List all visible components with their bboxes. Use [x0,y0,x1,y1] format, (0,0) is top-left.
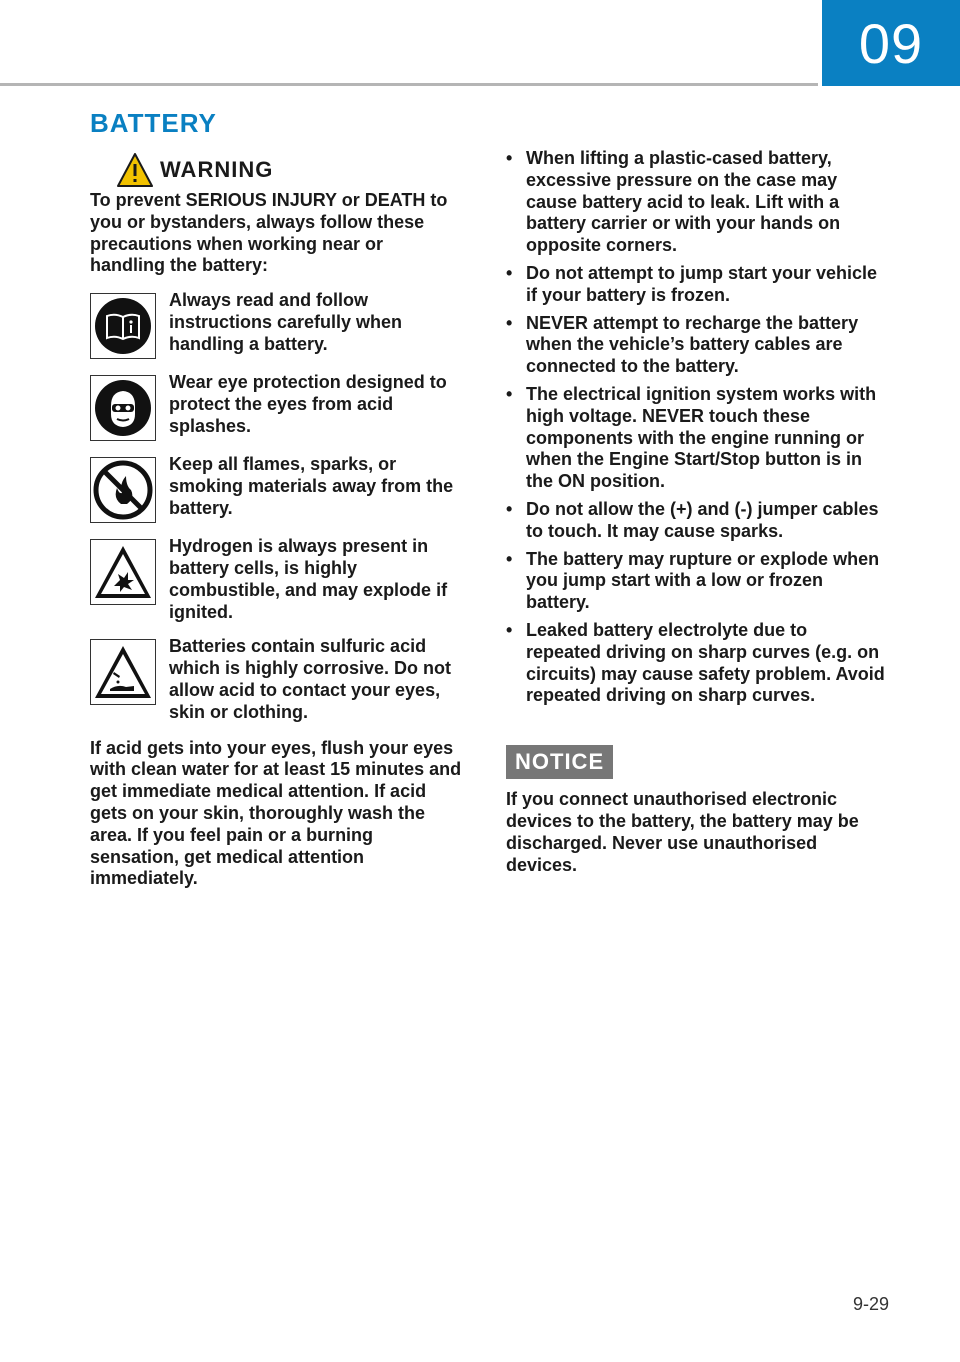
section-title: BATTERY [90,108,217,138]
warning-item [90,636,462,723]
right-column [506,148,886,876]
list-item: • When lifting a plastic-cased battery, excessive pressure on the case may cause battery acid to leak. Lift with a battery carrier or with your hands on opposite corners. [506,148,886,257]
list-item: • NEVER attempt to recharge the battery when the vehicle’s battery cables are connected to the battery. [506,313,886,378]
warning-item-text: Keep all flames, sparks, or smoking materials away from the battery. [169,454,454,518]
warning-item [90,290,462,359]
warning-item-text: Batteries contain sulfuric acid which is highly corrosive. Do not allow acid to contact your eyes, skin or clothing. [169,636,452,722]
warning-item-text: Wear eye protection designed to protect the eyes from acid splashes. [169,372,447,436]
no-flames-icon [90,457,156,523]
warning-header [90,150,462,190]
page-number: 9-29 [853,1294,890,1314]
warning-item [90,372,462,441]
chapter-tab: 09 [822,0,960,86]
eye-protection-icon [90,375,156,441]
warning-item [90,454,462,523]
list-item: • Do not attempt to jump start your vehicle if your battery is frozen. [506,263,886,307]
notice-badge: NOTICE [506,745,613,779]
list-item: • The electrical ignition system works with high voltage. NEVER touch these components with the engine running or when the Engine Start/Stop button is in the ON position. [506,384,886,493]
header-rule [0,83,818,86]
warning-label: WARNING [160,157,274,182]
list-item: • Do not allow the (+) and (-) jumper cables to touch. It may cause sparks. [506,499,886,543]
warning-intro: To prevent SERIOUS INJURY or DEATH to you or bystanders, always follow these precautions when working near or handling the battery: [90,190,448,276]
list-item: • Leaked battery electrolyte due to repeated driving on sharp curves (e.g. on circuits) may cause safety problem. Avoid repeated driving on sharp curves. [506,620,886,707]
warning-item-text: Always read and follow instructions carefully when handling a battery. [169,290,403,354]
acid-advice: If acid gets into your eyes, flush your eyes with clean water for at least 15 minutes and get immediate medical attention. If acid gets on your skin, thoroughly wash the area. If you feel pain or a burning sensation, get medical attention immediately. [90,737,462,889]
corrosive-warning-icon [90,639,156,705]
explosion-warning-icon [90,539,156,605]
warning-item [90,536,462,623]
warning-triangle-icon [116,152,154,188]
precaution-list [506,148,886,707]
list-item: • The battery may rupture or explode when you jump start with a low or frozen battery. [506,549,886,614]
left-column [90,150,462,890]
notice-text: If you connect unauthorised electronic devices to the battery, the battery may be discharged. Never use unauthorised devices. [506,789,859,875]
read-manual-icon [90,293,156,359]
warning-item-text: Hydrogen is always present in battery cells, is highly combustible, and may explode if ignited. [169,536,448,622]
